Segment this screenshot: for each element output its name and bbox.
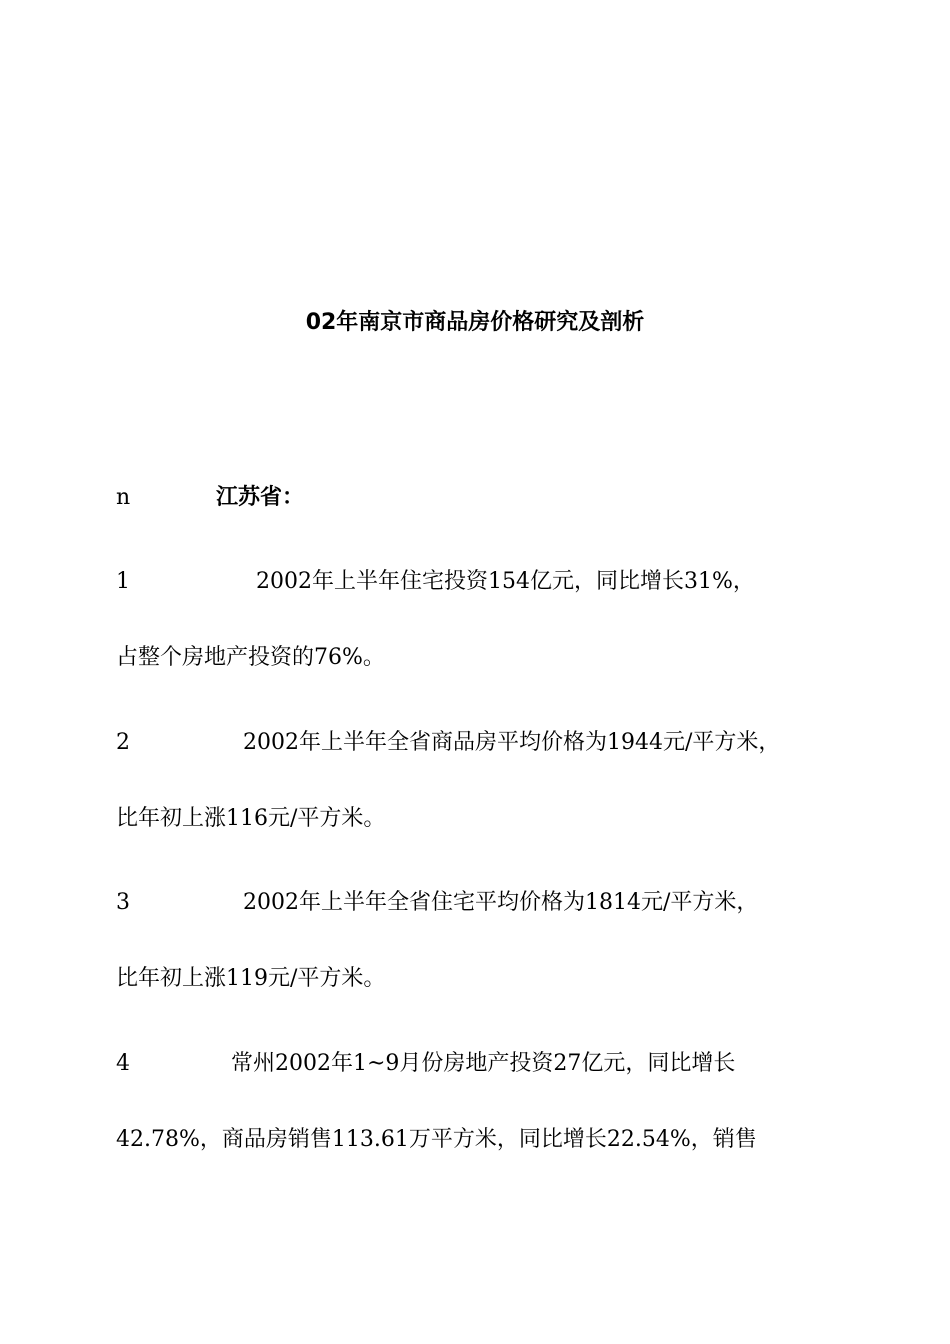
document-title: 02年南京市商品房价格研究及剖析 [305, 310, 645, 335]
item-first-line: 2002年上半年住宅投资154亿元，同比增长31%， [256, 569, 755, 594]
item-first-line: 2002年上半年全省住宅平均价格为1814元/平方米， [243, 890, 759, 915]
item-continuation-line: 比年初上涨116元/平方米。 [116, 806, 386, 831]
item-number: 4 [116, 1051, 130, 1076]
item-number: 1 [116, 569, 130, 594]
item-first-line: 2002年上半年全省商品房平均价格为1944元/平方米， [243, 730, 781, 755]
item-first-line: 常州2002年1~9月份房地产投资27亿元，同比增长 [231, 1051, 736, 1076]
item-continuation-line: 比年初上涨119元/平方米。 [116, 966, 386, 991]
section-heading-text: 江苏省： [216, 485, 305, 510]
item-continuation-line: 42.78%，商品房销售113.61万平方米，同比增长22.54%，销售 [116, 1127, 757, 1152]
item-number: 3 [116, 890, 130, 915]
item-number: 2 [116, 730, 130, 755]
section-marker: n [116, 485, 131, 510]
item-continuation-line: 占整个房地产投资的76%。 [116, 645, 385, 670]
